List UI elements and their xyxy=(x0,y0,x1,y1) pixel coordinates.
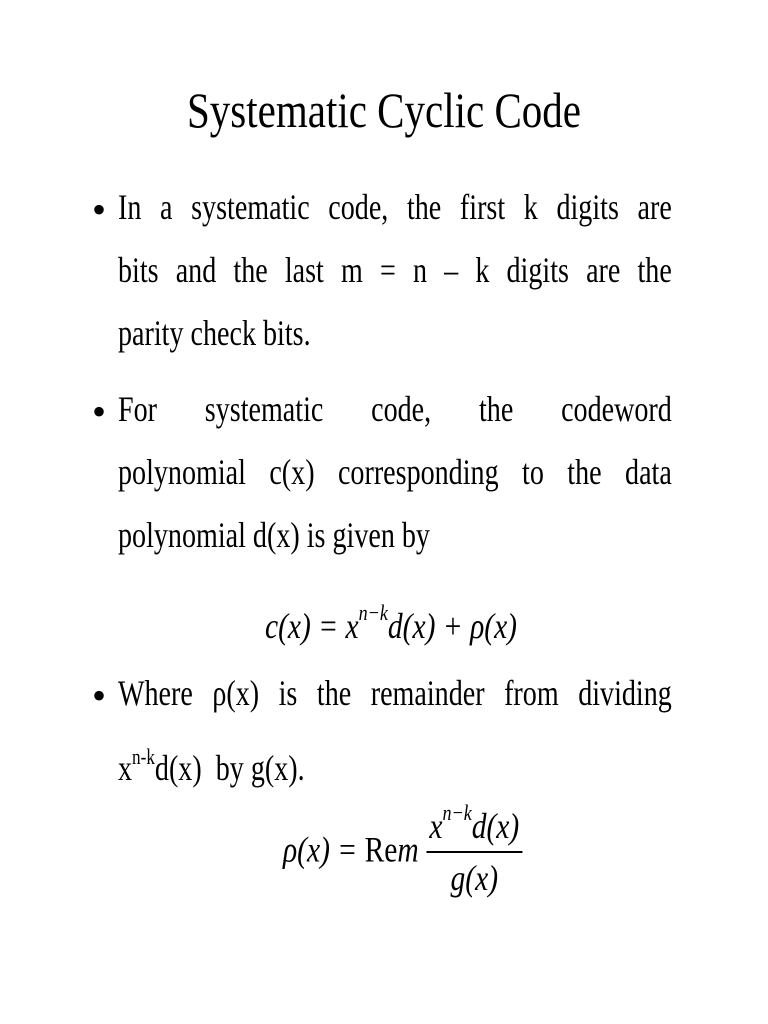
slide-title: Systematic Cyclic Code xyxy=(187,82,581,138)
equation-2-numerator xyxy=(426,800,522,853)
bullet-3-line-2-base: x xyxy=(118,748,133,788)
bullet-3-line-1: Where ρ(x) is the remainder from dividing xyxy=(118,673,672,713)
equation-1-lhs: c(x) = x xyxy=(265,606,359,646)
equation-2-lhs: ρ(x) = xyxy=(283,829,365,870)
bullet-3-text xyxy=(118,662,672,788)
bullet-1-line-1: In a systematic code, the first k digits are xyxy=(118,187,672,227)
bullet-2-marker: • xyxy=(92,389,107,434)
bullet-3-line-2-exponent: n-k xyxy=(132,744,155,769)
bullet-3-marker: • xyxy=(92,673,107,718)
equation-2-m: m xyxy=(397,829,419,870)
equation-2-denominator: g(x) xyxy=(450,858,499,898)
bullet-2-line-1: For systematic code, the codeword xyxy=(118,389,672,429)
bullet-2-text xyxy=(118,378,672,567)
equation-codeword xyxy=(265,600,517,647)
bullet-2-line-2: polynomial c(x) corresponding to the data xyxy=(118,452,672,492)
equation-2-num-base: x xyxy=(429,806,443,846)
bullet-1-marker: • xyxy=(92,187,107,232)
equation-1-rhs: d(x) + ρ(x) xyxy=(387,606,518,646)
bullet-1-line-2: bits and the last m = n – k digits are the xyxy=(118,250,672,290)
equation-remainder xyxy=(283,800,523,899)
bullet-3-line-2 xyxy=(118,725,672,788)
bullet-2-line-3: polynomial d(x) is given by xyxy=(118,515,430,555)
equation-2-fraction xyxy=(426,800,522,899)
bullet-1-line-3: parity check bits. xyxy=(118,313,311,353)
equation-2-num-exponent: n−k xyxy=(442,800,472,825)
equation-2-rem: Re xyxy=(364,829,398,870)
bullet-1-lines xyxy=(118,176,672,365)
bullet-3-line-2-rest: d(x) by g(x). xyxy=(154,748,305,788)
equation-2-num-rest: d(x) xyxy=(471,806,520,846)
bullet-1-text xyxy=(118,176,672,365)
bullet-2-lines xyxy=(118,378,672,567)
equation-1-exponent: n−k xyxy=(358,600,388,625)
bullet-3-lines xyxy=(118,662,672,788)
